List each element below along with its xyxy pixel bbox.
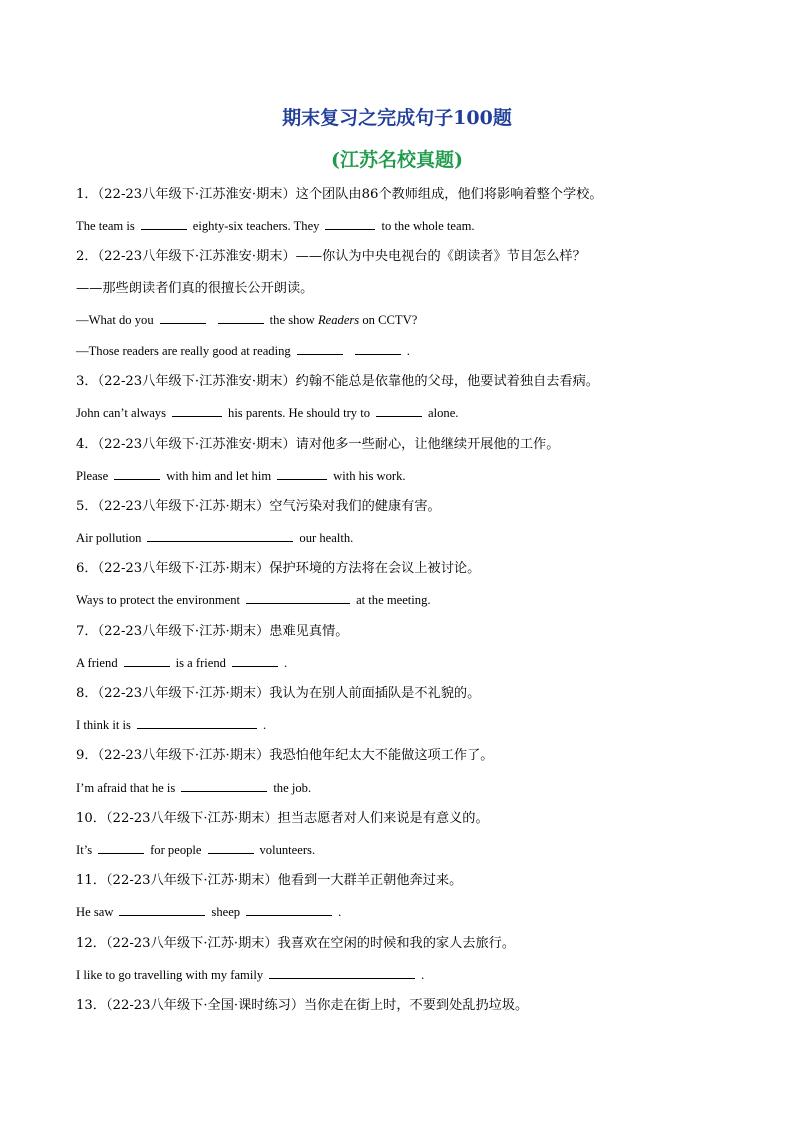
answer-blank[interactable] <box>208 841 254 854</box>
question-9: 9．（22-23八年级下·江苏·期末）我恐怕他年纪太大不能做这项工作了。 <box>76 748 494 763</box>
answer-blank[interactable] <box>160 311 206 324</box>
question-1: 1．（22-23八年级下·江苏淮安·期末）这个团队由86个教师组成，他们将影响着整个学校。 <box>76 187 603 202</box>
sentence-1: The team is eighty-six teachers. They to the whole team. <box>76 219 475 233</box>
sentence-8: I think it is . <box>76 718 267 732</box>
sentence-12: I like to go travelling with my family . <box>76 968 425 982</box>
answer-blank[interactable] <box>325 217 375 230</box>
answer-blank[interactable] <box>297 342 343 355</box>
sentence-2-line-2: —Those readers are really good at reading . <box>76 344 410 358</box>
question-12: 12．（22-23八年级下·江苏·期末）我喜欢在空闲的时候和我的家人去旅行。 <box>76 936 516 951</box>
question-2-line-2: ——那些朗读者们真的很擅长公开朗读。 <box>76 281 314 296</box>
answer-blank[interactable] <box>246 903 332 916</box>
answer-blank[interactable] <box>246 591 350 604</box>
answer-blank[interactable] <box>269 966 415 979</box>
answer-blank[interactable] <box>137 716 257 729</box>
sentence-9: I’m afraid that he is the job. <box>76 781 312 795</box>
answer-blank[interactable] <box>119 903 205 916</box>
question-10: 10．（22-23八年级下·江苏·期末）担当志愿者对人们来说是有意义的。 <box>76 811 489 826</box>
question-7: 7．（22-23八年级下·江苏·期末）患难见真情。 <box>76 624 349 639</box>
answer-blank[interactable] <box>141 217 187 230</box>
sentence-5: Air pollution our health. <box>76 531 354 545</box>
question-4: 4．（22-23八年级下·江苏淮安·期末）请对他多一些耐心，让他继续开展他的工作。 <box>76 437 560 452</box>
answer-blank[interactable] <box>376 404 422 417</box>
answer-blank[interactable] <box>114 467 160 480</box>
page-subtitle: (江苏名校真题) <box>331 149 463 171</box>
answer-blank[interactable] <box>277 467 327 480</box>
answer-blank[interactable] <box>172 404 222 417</box>
sentence-4: Please with him and let him with his work. <box>76 469 406 483</box>
question-13: 13．（22-23八年级下·全国·课时练习）当你走在街上时，不要到处乱扔垃圾。 <box>76 998 529 1013</box>
answer-blank[interactable] <box>181 779 267 792</box>
page-title: 期末复习之完成句子100题 <box>282 107 512 129</box>
sentence-3: John can’t always his parents. He should try to alone. <box>76 406 459 420</box>
answer-blank[interactable] <box>232 654 278 667</box>
sentence-2: —What do you the show Readers on CCTV? <box>76 313 418 327</box>
sentence-11: He saw sheep . <box>76 905 342 919</box>
answer-blank[interactable] <box>124 654 170 667</box>
answer-blank[interactable] <box>355 342 401 355</box>
answer-blank[interactable] <box>98 841 144 854</box>
sentence-10: It’s for people volunteers. <box>76 843 316 857</box>
question-5: 5．（22-23八年级下·江苏·期末）空气污染对我们的健康有害。 <box>76 499 441 514</box>
question-3: 3．（22-23八年级下·江苏淮安·期末）约翰不能总是依靠他的父母，他要试着独自去看病。 <box>76 374 599 389</box>
question-11: 11．（22-23八年级下·江苏·期末）他看到一大群羊正朝他奔过来。 <box>76 873 463 888</box>
question-6: 6．（22-23八年级下·江苏·期末）保护环境的方法将在会议上被讨论。 <box>76 561 481 576</box>
question-8: 8．（22-23八年级下·江苏·期末）我认为在别人前面插队是不礼貌的。 <box>76 686 481 701</box>
answer-blank[interactable] <box>147 529 293 542</box>
question-2: 2．（22-23八年级下·江苏淮安·期末）——你认为中央电视台的《朗读者》节目怎么样？ <box>76 249 586 264</box>
sentence-7: A friend is a friend . <box>76 656 288 670</box>
sentence-6: Ways to protect the environment at the meeting. <box>76 593 431 607</box>
answer-blank[interactable] <box>218 311 264 324</box>
